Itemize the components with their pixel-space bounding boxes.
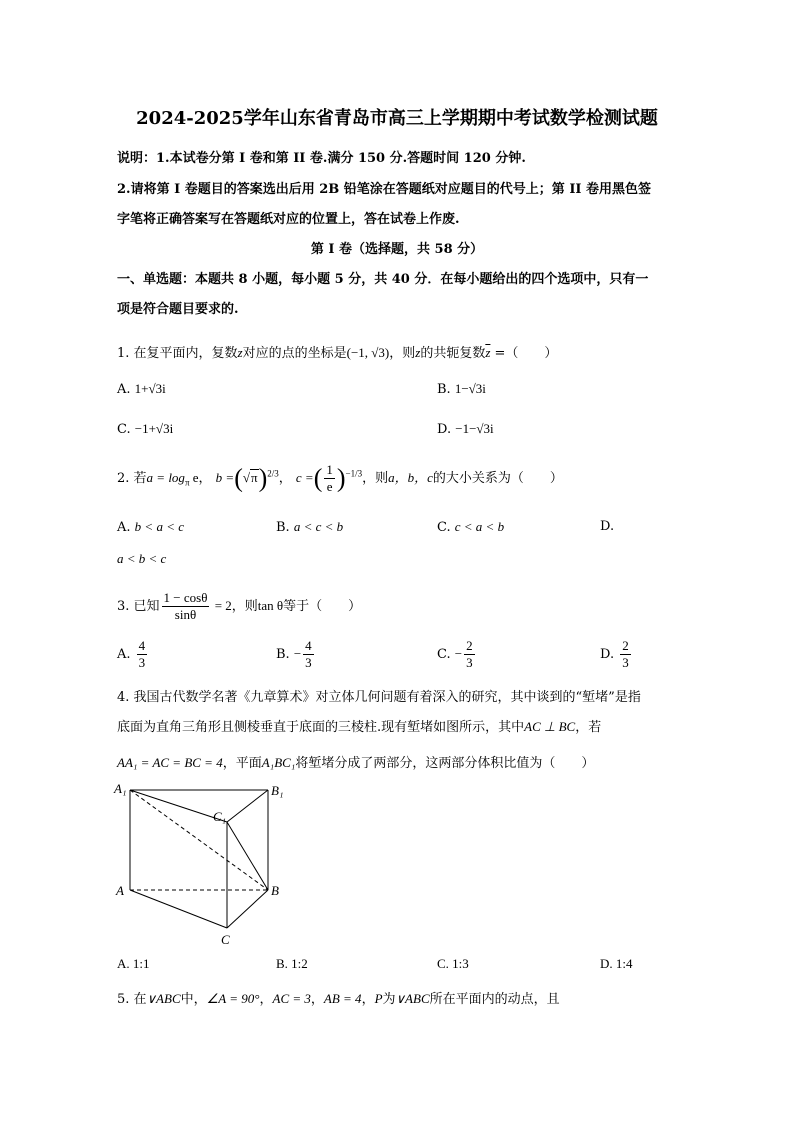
q4-option-c[interactable]: C. 1:3	[437, 956, 469, 971]
edge-c-b	[227, 890, 268, 928]
q1-stem-c: ，则	[389, 346, 416, 361]
q2-b-def: b =	[215, 470, 235, 485]
q1-stem-d: 的共轭复数	[420, 346, 486, 361]
q3-stem-b: ，则	[231, 599, 258, 614]
question-4-line-2: 底面为直角三角形且侧棱垂直于底面的三棱柱.现有堑堵如图所示，其中AC ⊥ BC，若	[117, 719, 602, 735]
part1-line-1: 一、单选题：本题共 8 小题，每小题 5 分，共 40 分．在每小题给出的四个选项中，只有一	[117, 272, 649, 287]
instructions-line-1: 说明：1.本试卷分第 I 卷和第 II 卷.满分 150 分.答题时间 120 分钟.	[117, 151, 526, 166]
question-4-line-1: 4. 我国古代数学名著《九章算术》对立体几何问题有着深入的研究，其中谈到的“堑堵”是指	[117, 690, 641, 705]
q2-option-d-label[interactable]: D.	[600, 519, 615, 534]
q1-point: (−1, √3)	[346, 345, 390, 360]
question-5-stem: 5. 在∨ABC中，∠A = 90°，AC = 3，AB = 4，P为∨ABC所在平面内的动点，且	[117, 991, 560, 1007]
edge-c1-b	[227, 822, 268, 890]
q2-a-arg: e	[189, 470, 199, 485]
q2-stem-a: 2. 若	[117, 471, 147, 486]
q1-stem-e: =（ ）	[490, 346, 558, 361]
q1-option-d[interactable]: D. −1−√3i	[437, 421, 494, 437]
q1-option-a[interactable]: A. 1+√3i	[117, 381, 166, 397]
edge-a-c	[130, 890, 227, 928]
q2-stem-c: 的大小关系为（ ）	[432, 471, 563, 486]
q3-option-c[interactable]: C. − $\frac{2}{3}$	[437, 638, 473, 670]
q2-option-d-text[interactable]: a < b < c	[117, 551, 167, 566]
edge-a1-b-hidden	[130, 790, 268, 890]
q1-var-z-2: z	[415, 345, 421, 360]
q3-option-a[interactable]: A. $\frac{4}{3}$	[117, 638, 146, 670]
q3-eq: = 2	[211, 598, 232, 613]
q3-tan: tan θ	[257, 598, 284, 613]
q3-frac-num: 1 − cosθ	[163, 590, 208, 605]
prism-figure	[110, 778, 300, 950]
question-4-line-3: AA₁ = AC = BC = 4，平面A₁BC₁将堑堵分成了两部分，这两部分体积比值为（ ）	[117, 755, 595, 771]
label-c: C	[221, 932, 230, 947]
q4-option-d[interactable]: D. 1:4	[600, 956, 633, 971]
label-b: B	[271, 883, 279, 898]
q1-option-c[interactable]: C. −1+√3i	[117, 421, 174, 437]
q4-option-b[interactable]: B. 1:2	[276, 956, 308, 971]
q5-triangle: ∨ABC	[146, 991, 181, 1006]
page-title: 2024-2025学年山东省青岛市高三上学期期中考试数学检测试题	[136, 108, 658, 129]
q2-c-def: c =	[295, 470, 314, 485]
q5-ab: AB = 4	[323, 991, 362, 1006]
q3-option-b[interactable]: B. − $\frac{4}{3}$	[276, 638, 312, 670]
instructions-line-2: 2.请将第 I 卷题目的答案选出后用 2B 铅笔涂在答题纸对应题目的代号上；第 II 卷用黑色签	[117, 182, 652, 197]
question-2-stem: 2. 若$a = \log_\pi e$， $b =(√\pi)^{2/3}$， c =( $\frac{1}{e}$ )$^{-1/3}$，则a，b，c的大小关系为（ ）	[117, 462, 563, 494]
q4-perp: AC ⊥ BC	[524, 719, 576, 734]
q2-vars: a，b，c	[388, 470, 433, 485]
q3-option-d[interactable]: D. $\frac{2}{3}$	[600, 638, 629, 670]
q2-a-def: a = log	[146, 470, 185, 485]
label-b1: B₁	[271, 783, 284, 798]
q3-stem-c: 等于（ ）	[283, 599, 362, 614]
q4-plane: A₁BC₁	[261, 755, 296, 770]
instructions-line-3: 字笔将正确答案写在答题纸对应的位置上，答在试卷上作废.	[117, 212, 460, 227]
q2-c-exp: −1/3	[345, 468, 363, 479]
label-c1: C₁	[213, 809, 227, 824]
q5-angle: ∠A = 90°	[206, 991, 260, 1006]
q4-lengths: AA₁ = AC = BC = 4	[117, 755, 223, 770]
part1-line-2: 项是符合题目要求的.	[117, 302, 239, 317]
section-header: 第 I 卷（选择题，共 58 分）	[310, 242, 484, 257]
label-a: A	[116, 883, 124, 898]
q1-stem-a: 1. 在复平面内，复数	[117, 346, 238, 361]
question-3-stem	[117, 590, 361, 623]
q2-option-b[interactable]: B. a < c < b	[276, 519, 344, 535]
edge-c1-b1	[227, 790, 268, 822]
q5-point-p: P	[374, 991, 383, 1006]
q1-option-b[interactable]: B. 1−√3i	[437, 381, 486, 397]
q2-option-c[interactable]: C. c < a < b	[437, 519, 505, 535]
q5-ac: AC = 3	[272, 991, 311, 1006]
q3-frac-den: sinθ	[174, 607, 197, 622]
q5-triangle-2: ∨ABC	[395, 991, 430, 1006]
q2-option-a[interactable]: A. b < a < c	[117, 519, 184, 535]
q2-b-exp: 2/3	[267, 468, 279, 479]
q1-stem-b: 对应的点的坐标是	[242, 346, 347, 361]
q4-option-a[interactable]: A. 1:1	[117, 956, 150, 971]
q3-stem-a: 3. 已知	[117, 599, 160, 614]
label-a1: A₁	[114, 781, 127, 796]
q1-conjugate-z: $\overline{z}$	[485, 345, 491, 360]
q1-var-z: z	[237, 345, 243, 360]
q2-stem-b: ，则	[362, 471, 389, 486]
question-1-stem	[117, 342, 557, 361]
q2-a-base: π	[184, 477, 190, 488]
